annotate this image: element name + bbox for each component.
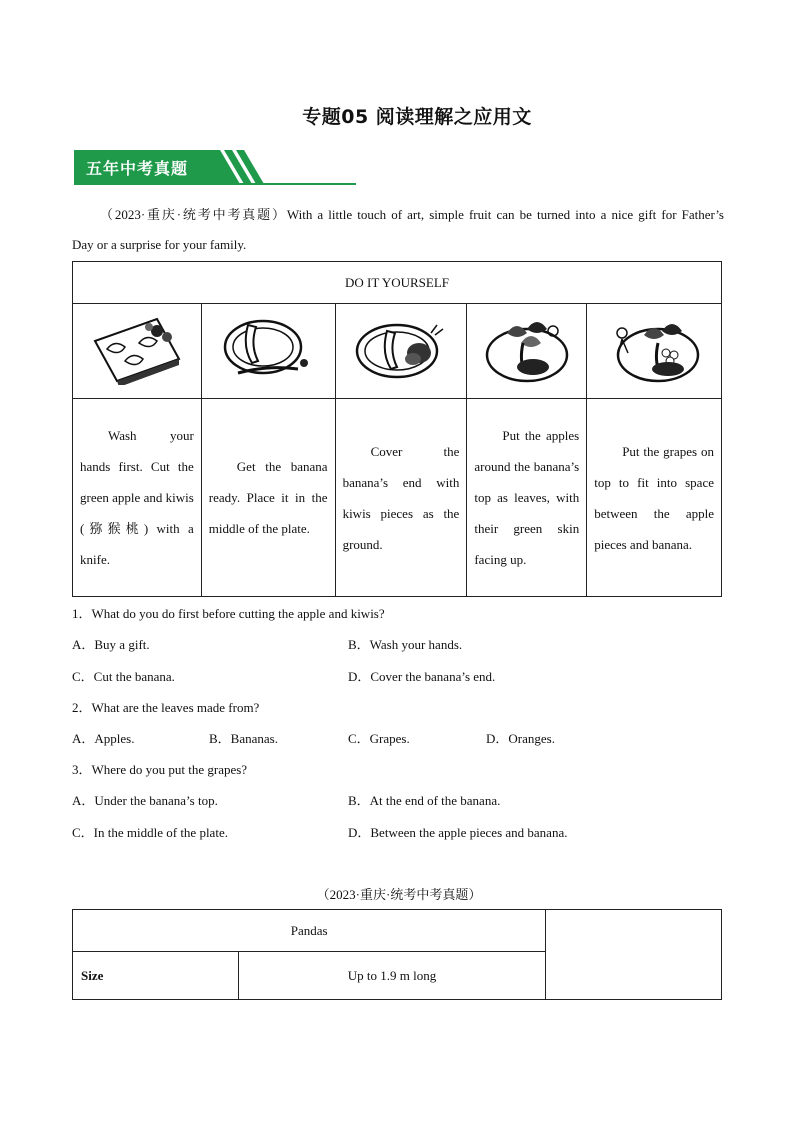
- banana-kiwi-plate-icon: [335, 304, 467, 399]
- pandas-table-title: Pandas: [73, 910, 546, 952]
- pandas-size-label: Size: [73, 952, 239, 1000]
- question-3-stem: 3．Where do you put the grapes?: [72, 762, 248, 777]
- question-1-option-a[interactable]: A．Buy a gift.: [72, 637, 150, 652]
- step-1-text: Wash your hands first. Cut the green apple and kiwis (猕猴桃) with a knife.: [73, 399, 202, 597]
- question-1-option-c[interactable]: C．Cut the banana.: [72, 669, 175, 684]
- banner-label: 五年中考真题: [86, 159, 189, 178]
- passage1-intro-line2: Day or a surprise for your family.: [72, 237, 247, 252]
- step-3-text: Cover the banana’s end with kiwis pieces as the ground.: [335, 399, 467, 597]
- pandas-image-cell: [546, 910, 722, 1000]
- question-3-option-d[interactable]: D．Between the apple pieces and banana.: [348, 825, 568, 840]
- diy-table: [72, 261, 722, 597]
- page-title: 专题05 阅读理解之应用文: [302, 106, 532, 128]
- cutting-board-fruit-icon: [73, 304, 202, 399]
- question-2-option-d[interactable]: D．Oranges.: [486, 731, 555, 746]
- question-1-stem: 1．What do you do first before cutting the apple and kiwis?: [72, 606, 385, 621]
- grapes-plate-icon: [587, 304, 722, 399]
- question-1-option-b[interactable]: B．Wash your hands.: [348, 637, 463, 652]
- question-3-option-a[interactable]: A．Under the banana’s top.: [72, 793, 218, 808]
- diy-table-title: DO IT YOURSELF: [73, 262, 722, 304]
- step-2-text: Get the banana ready. Place it in the middle of the plate.: [201, 399, 335, 597]
- question-2-stem: 2．What are the leaves made from?: [72, 700, 260, 715]
- passage1-intro-line1: （2023·重庆·统考中考真题）With a little touch of art, simple fruit can be turned into a nice gift for Father’s: [100, 207, 724, 222]
- step-4-text: Put the apples around the banana’s top as leaves, with their green skin facing up.: [467, 399, 587, 597]
- pandas-size-value: Up to 1.9 m long: [238, 952, 546, 1000]
- banner-underline: [74, 183, 356, 185]
- section-banner: [74, 150, 356, 186]
- step-5-text: Put the grapes on top to fit into space between the apple pieces and banana.: [587, 399, 722, 597]
- question-2-option-a[interactable]: A．Apples.: [72, 731, 135, 746]
- apple-leaves-plate-icon: [467, 304, 587, 399]
- banana-plate-icon: [201, 304, 335, 399]
- question-3-option-b[interactable]: B．At the end of the banana.: [348, 793, 501, 808]
- question-1-option-d[interactable]: D．Cover the banana’s end.: [348, 669, 496, 684]
- banner-stripes-icon: [210, 150, 330, 184]
- question-2-option-c[interactable]: C．Grapes.: [348, 731, 410, 746]
- passage2-source: （2023·重庆·统考中考真题）: [316, 887, 482, 902]
- question-2-option-b[interactable]: B．Bananas.: [209, 731, 278, 746]
- question-3-option-c[interactable]: C．In the middle of the plate.: [72, 825, 228, 840]
- pandas-table: [72, 909, 722, 1000]
